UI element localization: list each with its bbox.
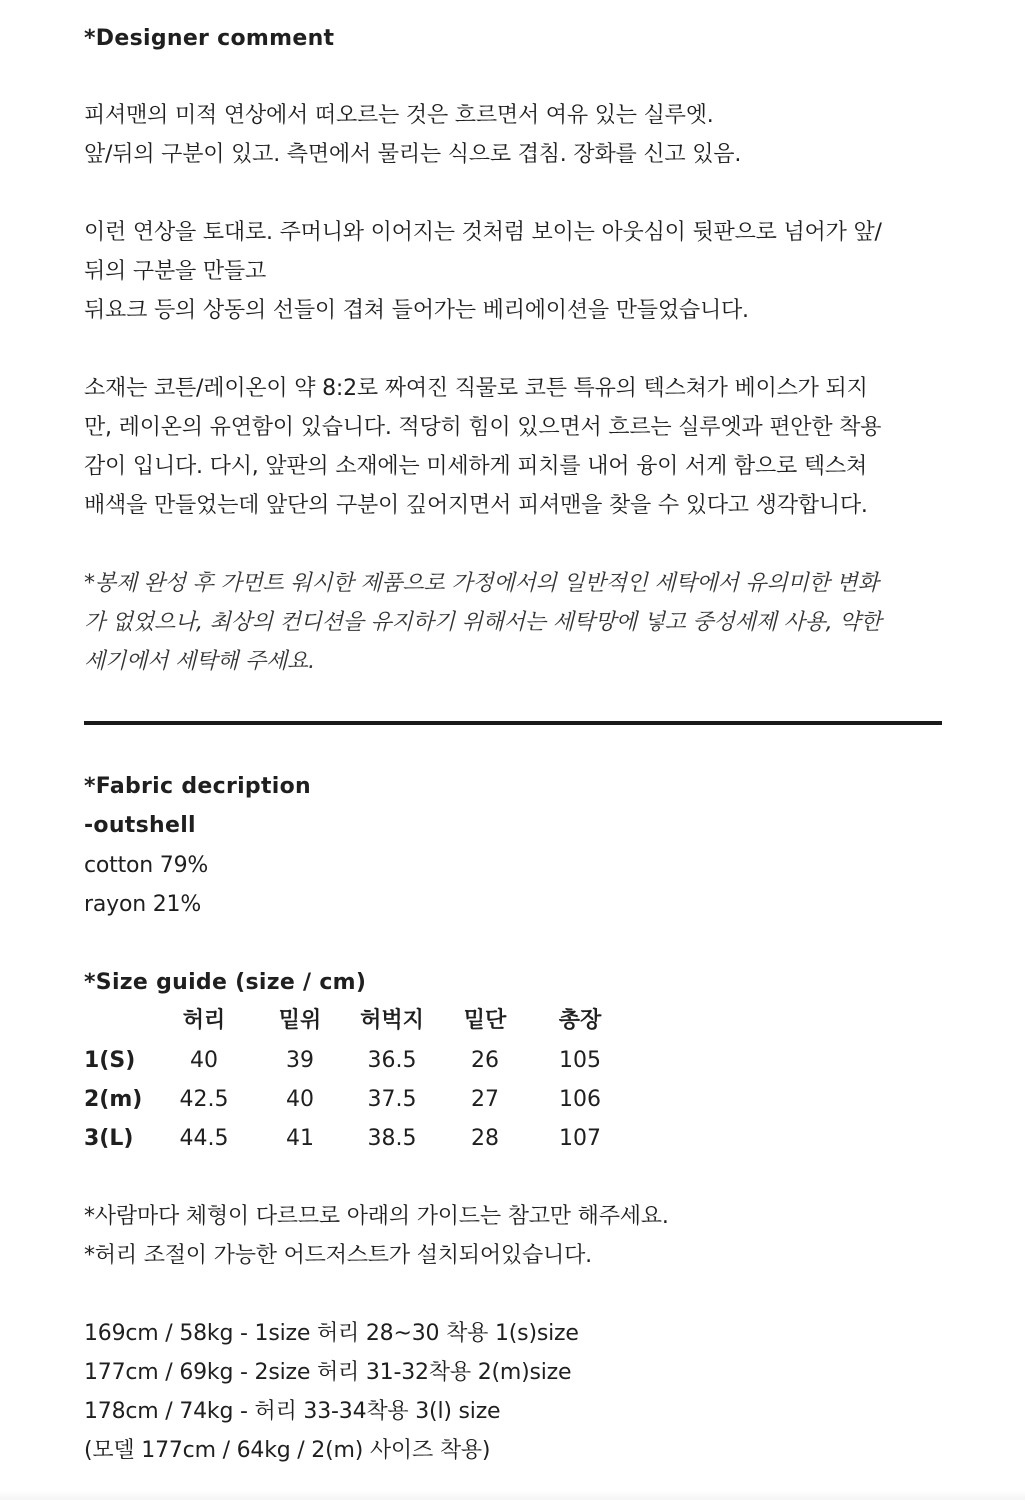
fabric-subheading: -outshell xyxy=(84,813,196,838)
fabric-item: cotton 79% xyxy=(84,853,209,878)
size-cell: 28 xyxy=(471,1126,499,1151)
size-note: *사람마다 체형이 다르므로 아래의 가이드는 참고만 해주세요. xyxy=(84,1204,669,1229)
size-row-label: 3(L) xyxy=(84,1126,134,1151)
fabric-heading: *Fabric decription xyxy=(84,774,312,799)
size-row-label: 2(m) xyxy=(84,1087,143,1112)
size-cell: 41 xyxy=(286,1126,314,1151)
care-note-line: *봉제 완성 후 가먼트 워시한 제품으로 가정에서의 일반적인 세탁에서 유의미한 변화 xyxy=(84,571,879,596)
fit-example: 178cm / 74kg - 허리 33-34착용 3(l) size xyxy=(84,1399,501,1424)
care-note-line: 세기에서 세탁해 주세요. xyxy=(84,649,315,674)
size-row-label: 1(S) xyxy=(84,1048,136,1073)
paragraph-line: 이런 연상을 토대로. 주머니와 이어지는 것처럼 보이는 아웃심이 뒷판으로 넘어가 앞/ xyxy=(84,220,882,245)
size-note: *허리 조절이 가능한 어드저스트가 설치되어있습니다. xyxy=(84,1243,592,1268)
size-column-header: 밑단 xyxy=(463,1008,507,1033)
care-note-line: 가 없었으나, 최상의 컨디션을 유지하기 위해서는 세탁망에 넣고 중성세제 사용, 약한 xyxy=(84,610,882,635)
size-cell: 40 xyxy=(190,1048,218,1073)
paragraph-line: 만, 레이온의 유연함이 있습니다. 적당히 힘이 있으면서 흐르는 실루엣과 편안한 착용 xyxy=(84,415,882,440)
paragraph-line: 피셔맨의 미적 연상에서 떠오르는 것은 흐르면서 여유 있는 실루엣. xyxy=(84,103,714,128)
size-cell: 36.5 xyxy=(367,1048,417,1073)
section-divider xyxy=(84,721,942,725)
size-column-header: 총장 xyxy=(558,1008,602,1033)
paragraph-line: 뒤요크 등의 상동의 선들이 겹쳐 들어가는 베리에이션을 만들었습니다. xyxy=(84,298,749,323)
size-cell: 39 xyxy=(286,1048,314,1073)
size-cell: 42.5 xyxy=(179,1087,229,1112)
paragraph-line: 소재는 코튼/레이온이 약 8:2로 짜여진 직물로 코튼 특유의 텍스쳐가 베이스가 되지 xyxy=(84,376,868,401)
paragraph-line: 배색을 만들었는데 앞단의 구분이 깊어지면서 피셔맨을 찾을 수 있다고 생각합니다. xyxy=(84,493,868,518)
paragraph-line: 앞/뒤의 구분이 있고. 측면에서 물리는 식으로 겹침. 장화를 신고 있음. xyxy=(84,142,742,167)
size-cell: 27 xyxy=(471,1087,499,1112)
size-column-header: 허벅지 xyxy=(360,1008,424,1033)
size-cell: 26 xyxy=(471,1048,499,1073)
size-column-header: 허리 xyxy=(182,1008,226,1033)
fit-example: 169cm / 58kg - 1size 허리 28~30 착용 1(s)size xyxy=(84,1321,579,1346)
size-column-header: 밑위 xyxy=(278,1008,322,1033)
paragraph-line: 뒤의 구분을 만들고 xyxy=(84,259,267,284)
size-cell: 40 xyxy=(286,1087,314,1112)
fabric-item: rayon 21% xyxy=(84,892,202,917)
paragraph-line: 감이 입니다. 다시, 앞판의 소재에는 미세하게 피치를 내어 융이 서게 함으로 텍스쳐 xyxy=(84,454,868,479)
size-cell: 37.5 xyxy=(367,1087,417,1112)
fit-example: 177cm / 69kg - 2size 허리 31-32착용 2(m)size xyxy=(84,1360,572,1385)
size-cell: 44.5 xyxy=(179,1126,229,1151)
size-cell: 38.5 xyxy=(367,1126,417,1151)
designer-comment-heading: *Designer comment xyxy=(84,26,335,51)
size-guide-heading: *Size guide (size / cm) xyxy=(84,970,367,995)
model-fit-note: (모델 177cm / 64kg / 2(m) 사이즈 착용) xyxy=(84,1438,491,1463)
size-cell: 107 xyxy=(559,1126,601,1151)
size-cell: 105 xyxy=(559,1048,601,1073)
page-bottom-edge xyxy=(0,1490,1025,1500)
size-cell: 106 xyxy=(559,1087,601,1112)
